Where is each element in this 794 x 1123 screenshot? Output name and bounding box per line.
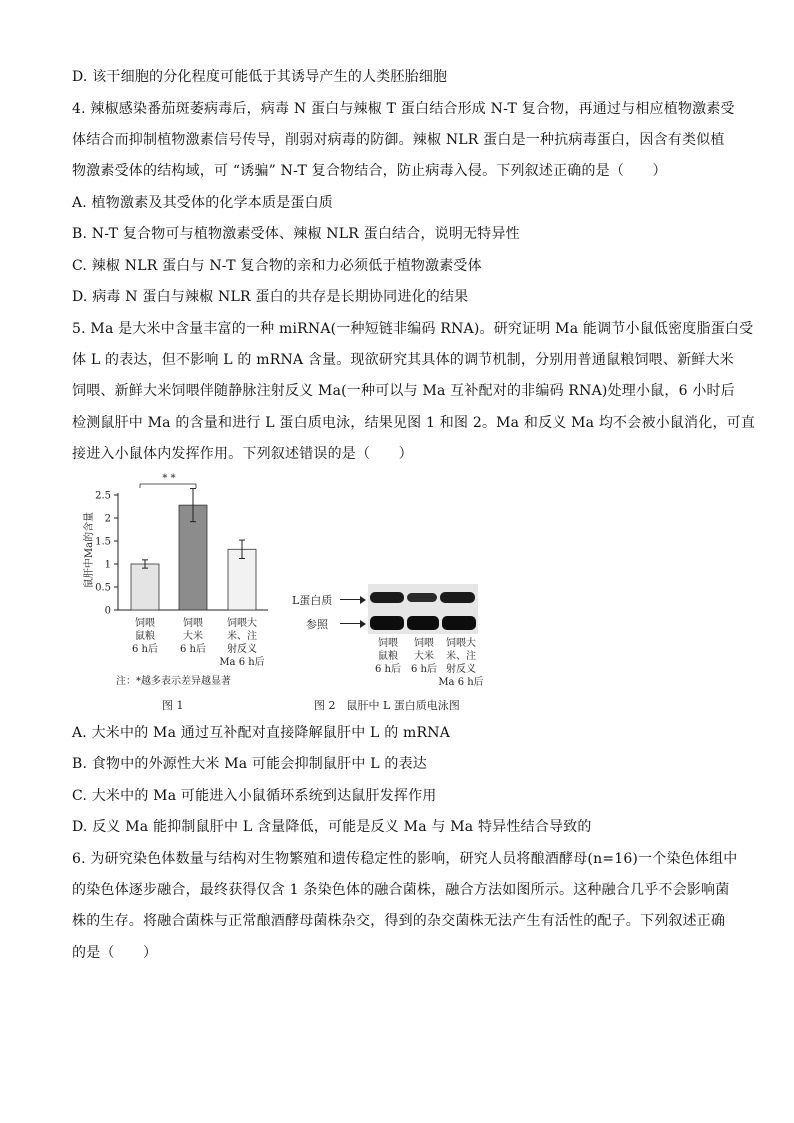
bar-1: [131, 564, 159, 610]
text-line-2: 4. 辣椒感染番茄斑萎病毒后，病毒 N 蛋白与辣椒 T 蛋白结合形成 N-T 复合物，再通过与相应植物激素受: [72, 101, 735, 117]
text-line-11: 饲喂、新鲜大米饲喂伴随静脉注射反义 Ma(一种可以与 Ma 互补配对的非编码 RNA)处理小鼠，6 小时后: [72, 383, 735, 399]
gel-lane-label: Ma 6 h后: [438, 677, 484, 688]
gel-band-L-lane-2: [407, 593, 437, 602]
text-line-10: 体 L 的表达，但不影响 L 的 mRNA 含量。现欲研究其具体的调节机制，分别用普通鼠粮饲喂、新鲜大米: [72, 352, 734, 368]
figure-1-caption: 图 1: [162, 699, 184, 712]
band-label-L-protein: L蛋白质: [292, 594, 333, 607]
gel-lane-label: 饲喂: [378, 638, 398, 649]
arrow-icon: [340, 599, 362, 600]
gel-band-L-lane-1: [370, 592, 404, 603]
gel-lane-label: 6 h后: [375, 664, 401, 675]
text-line-5: A. 植物激素及其受体的化学本质是蛋白质: [72, 195, 334, 211]
option-line-4: D. 反义 Ma 能抑制鼠肝中 L 含量降低，可能是反义 Ma 与 Ma 特异性结合导致的: [72, 819, 592, 835]
y-tick-label: 0.5: [95, 582, 111, 594]
x-category-label: 6 h后: [180, 644, 206, 655]
band-label-reference: 参照: [306, 618, 328, 631]
y-tick-label: 1: [104, 559, 111, 571]
y-axis-label: 鼠肝中Ma的含量: [84, 511, 95, 589]
text-line-9: 5. Ma 是大米中含量丰富的一种 miRNA(一种短链非编码 RNA)。研究证明 Ma 能调节小鼠低密度脂蛋白受: [72, 321, 754, 337]
gel-band-ref-lane-1: [370, 616, 404, 630]
x-category-label: 饲喂大: [227, 618, 257, 629]
text-line-12: 检测鼠肝中 Ma 的含量和进行 L 蛋白质电泳，结果见图 1 和图 2。Ma 和反义 Ma 均不会被小鼠消化，可直: [72, 415, 756, 431]
gel-band-ref-lane-3: [442, 616, 476, 630]
x-category-label: 米、注: [227, 631, 257, 642]
gel-lane-label: 饲喂大: [446, 638, 476, 649]
q6-line-2: 的染色体逐步融合，最终获得仅含 1 条染色体的融合菌株，融合方法如图所示。这种融合几乎不会影响菌: [72, 882, 730, 898]
text-line-4: 物激素受体的结构域，可 “诱骗” N-T 复合物结合，防止病毒入侵。下列叙述正确的是（ ）: [72, 163, 667, 179]
option-line-2: B. 食物中的外源性大米 Ma 可能会抑制鼠肝中 L 的表达: [72, 756, 427, 772]
gel-lane-label: 射反义: [446, 664, 476, 675]
significance-stars: * *: [162, 473, 176, 484]
figure-2-gel: [292, 582, 492, 692]
text-line-8: D. 病毒 N 蛋白与辣椒 NLR 蛋白的共存是长期协同进化的结果: [72, 289, 469, 305]
text-line-7: C. 辣椒 NLR 蛋白与 N-T 复合物的亲和力必须低于植物激素受体: [72, 258, 482, 274]
option-line-1: A. 大米中的 Ma 通过互补配对直接降解鼠肝中 L 的 mRNA: [72, 725, 451, 741]
figure-1-note: 注：*越多表示差异越显著: [116, 676, 231, 687]
gel-lane-label: 大米: [414, 651, 434, 662]
q6-line-4: 的是（ ）: [72, 945, 158, 961]
arrow-head-icon: [360, 596, 366, 604]
y-tick-label: 2: [104, 513, 111, 525]
figure-2-caption: 图 2 鼠肝中 L 蛋白质电泳图: [314, 699, 460, 712]
text-line-13: 接进入小鼠体内发挥作用。下列叙述错误的是（ ）: [72, 446, 413, 462]
gel-band-L-lane-3: [440, 592, 475, 603]
text-line-3: 体结合而抑制植物激素信号传导，削弱对病毒的防御。辣椒 NLR 蛋白是一种抗病毒蛋白，因含有类似植: [72, 132, 725, 148]
arrow-head-icon: [360, 620, 366, 628]
x-category-label: Ma 6 h后: [219, 657, 265, 668]
q6-line-1: 6. 为研究染色体数量与结构对生物繁殖和遗传稳定性的影响，研究人员将酿酒酵母(n=16)一个染色体组中: [72, 851, 738, 867]
y-tick-label: 0: [104, 605, 111, 617]
y-tick-label: 2.5: [95, 490, 111, 502]
y-tick-label: 1.5: [95, 536, 111, 548]
x-category-label: 鼠粮: [135, 631, 155, 642]
text-line-6: B. N-T 复合物可与植物激素受体、辣椒 NLR 蛋白结合，说明无特异性: [72, 226, 520, 242]
x-category-label: 饲喂: [135, 618, 155, 629]
arrow-icon: [340, 623, 362, 624]
x-category-label: 饲喂: [183, 618, 203, 629]
option-line-3: C. 大米中的 Ma 可能进入小鼠循环系统到达鼠肝发挥作用: [72, 788, 437, 804]
x-category-label: 6 h后: [132, 644, 158, 655]
q6-line-3: 株的生存。将融合菌株与正常酿酒酵母菌株杂交，得到的杂交菌株无法产生有活性的配子。下列叙述正确: [72, 913, 726, 929]
gel-lane-label: 饲喂: [414, 638, 434, 649]
text-line-1: D. 该干细胞的分化程度可能低于其诱导产生的人类胚胎细胞: [72, 69, 448, 85]
gel-band-ref-lane-2: [407, 616, 439, 630]
gel-lane-label: 鼠粮: [378, 651, 398, 662]
gel-lane-label: 米、注: [446, 651, 476, 662]
x-category-label: 大米: [183, 631, 203, 642]
x-category-label: 射反义: [227, 644, 257, 655]
gel-lane-label: 6 h后: [411, 664, 437, 675]
